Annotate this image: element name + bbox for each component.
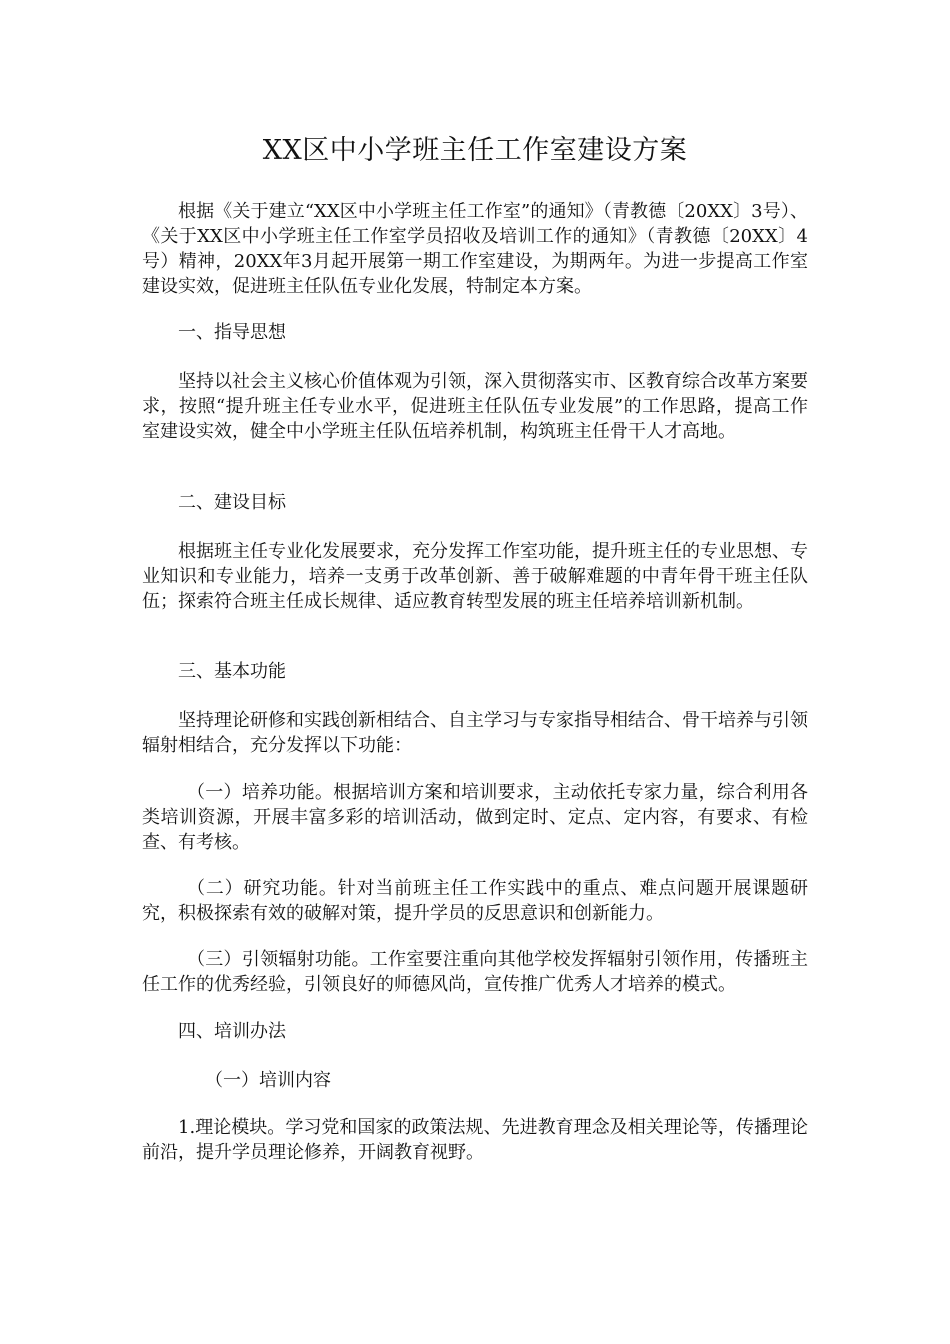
section-heading-construction-goals: 二、建设目标 — [178, 492, 286, 513]
section-heading-training-methods: 四、培训办法 — [178, 1021, 286, 1042]
theory-module-paragraph: 1.理论模块。学习党和国家的政策法规、先进教育理念及相关理论等，传播理论前沿，提升学员理论修养，开阔教育视野。 — [142, 1117, 808, 1163]
radiation-function-paragraph: （三）引领辐射功能。工作室要注重向其他学校发挥辐射引领作用，传播班主任工作的优秀经验，引领良好的师德风尚，宣传推广优秀人才培养的模式。 — [142, 949, 808, 995]
document-title: XX区中小学班主任工作室建设方案 — [262, 135, 688, 166]
guiding-ideology-paragraph: 坚持以社会主义核心价值体观为引领，深入贯彻落实市、区教育综合改革方案要求，按照“提升班主任专业水平，促进班主任队伍专业发展”的工作思路，提高工作室建设实效，健全中小学班主任队伍培养机制，构筑班主任骨干人才高地。 — [142, 371, 808, 442]
basic-functions-paragraph: 坚持理论研修和实践创新相结合、自主学习与专家指导相结合、骨干培养与引领辐射相结合，充分发挥以下功能： — [142, 710, 808, 756]
training-function-paragraph: （一）培养功能。根据培训方案和培训要求，主动依托专家力量，综合利用各类培训资源，开展丰富多彩的培训活动，做到定时、定点、定内容，有要求、有检查、有考核。 — [142, 782, 808, 853]
subsection-heading-training-content: （一）培训内容 — [205, 1070, 331, 1091]
section-heading-guiding-ideology: 一、指导思想 — [178, 322, 286, 343]
construction-goals-paragraph: 根据班主任专业化发展要求，充分发挥工作室功能，提升班主任的专业思想、专业知识和专业能力，培养一支勇于改革创新、善于破解难题的中青年骨干班主任队伍；探索符合班主任成长规律、适应教育转型发展的班主任培养培训新机制。 — [142, 541, 808, 612]
intro-paragraph: 根据《关于建立“XX区中小学班主任工作室”的通知》（青教德〔20XX〕3号）、《关于XX区中小学班主任工作室学员招收及培训工作的通知》（青教德〔20XX〕4号）精神，20XX年3月起开展第一期工作室建设，为期两年。为进一步提高工作室建设实效，促进班主任队伍专业化发展，特制定本方案。 — [142, 201, 808, 297]
section-heading-basic-functions: 三、基本功能 — [178, 661, 286, 682]
research-function-paragraph: （二）研究功能。针对当前班主任工作实践中的重点、难点问题开展课题研究，积极探索有效的破解对策，提升学员的反思意识和创新能力。 — [142, 878, 808, 924]
